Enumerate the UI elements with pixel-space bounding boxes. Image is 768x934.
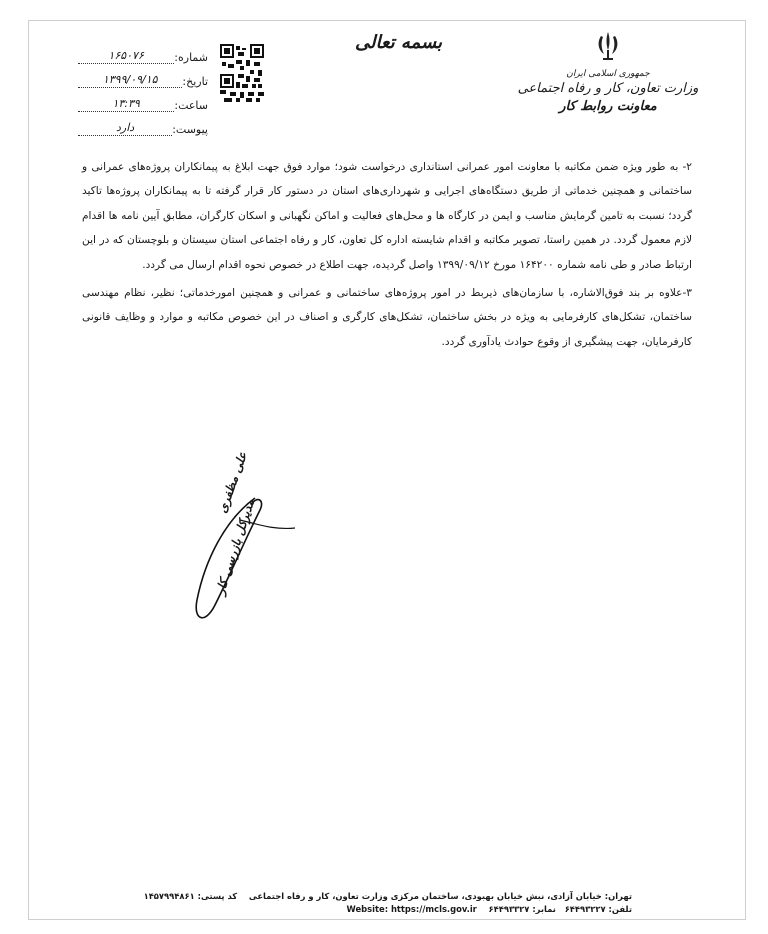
number-label: شماره: xyxy=(174,51,208,64)
website-link[interactable]: Website: https://mcls.gov.ir xyxy=(346,904,477,914)
paragraph-2: ۲- به طور ویژه ضمن مکاتبه با معاونت امور عمرانی استانداری درخواست شود؛ موارد فوق جهت ابلاغ به پیمانکاران پروژه‌های عمرانی و ساختمانی و همچنین خدماتی از طریق دستگاه‌های اجرایی و شهرداری‌های استان در دستور کار قرار گرفته تا به پیمانکاران پروژه‌ها تاکید گردد؛ نسبت به تامین گرمایش مناسب و ایمن در کارگاه ها و محل‌های فعالیت و اماکن نگهبانی و اسکان کارگران، مطابق آیین نامه ها اقدام لازم معمول گردد. در همین راستا، تصویر مکاتبه و اقدام شایسته اداره کل تعاون، کار و رفاه اجتماعی استان سیستان و بلوچستان که در این ارتباط صادر و طی نامه شماره ۱۶۴۲۰۰ مورخ ۱۳۹۹/۰۹/۱۲ واصل گردیده، جهت اطلاع در خصوص نحوه اقدام ارسال می گردد. xyxy=(82,161,692,271)
qr-code-icon xyxy=(220,44,264,102)
ministry-name: وزارت تعاون، کار و رفاه اجتماعی xyxy=(517,81,699,96)
signatory-name: علی مظفری xyxy=(215,450,250,515)
meta-attachment xyxy=(78,112,208,136)
date-label: تاریخ: xyxy=(182,75,208,88)
phone-label: تلفن: xyxy=(608,904,632,914)
paragraph-3: ۳-علاوه بر بند فوق‌الاشاره، با سازمان‌های ذیربط در امور پروژه‌های ساختمانی و عمرانی و همچنین امورخدماتی؛ نظیر، نظام مهندسی ساختمان، تشکل‌های کارفرمایی به ویژه در بخش ساختمان، تشکل‌های کارگری و اصناف در این خصوص مکاتبه و موارد و وظایف قانونی کارفرمایان، جهت پیشگیری از وقوع حوادث یادآوری گردد. xyxy=(82,287,692,348)
letter-meta xyxy=(78,40,208,136)
country-name: جمهوری اسلامی ایران xyxy=(566,69,650,79)
fax-label: نمابر: xyxy=(532,904,556,914)
footer-address-row xyxy=(128,890,632,903)
signatory-title: مدیرکل بازرسی کار xyxy=(213,497,258,597)
time-value: ۱۳:۳۹ xyxy=(78,97,174,112)
letter-footer xyxy=(128,890,632,916)
footer-address: تهران: خیابان آزادی، نبش خیابان بهبودی، ساختمان مرکزی وزارت تعاون، کار و رفاه اجتماعی xyxy=(248,891,632,901)
attachment-value: دارد xyxy=(78,121,172,136)
meta-time xyxy=(78,88,208,112)
meta-date xyxy=(78,64,208,88)
fax-value: ۶۴۴۹۳۳۲۷ xyxy=(488,904,530,914)
footer-contact-row xyxy=(128,903,632,916)
emblem-of-iran-icon xyxy=(595,30,621,62)
postal-code: ۱۴۵۷۹۹۴۸۶۱ xyxy=(143,891,195,901)
meta-number xyxy=(78,40,208,64)
number-value: ۱۶۵۰۷۶ xyxy=(78,49,174,64)
letter-body xyxy=(82,155,692,358)
department-name: معاونت روابط کار xyxy=(559,99,657,114)
basmala: بسمه تعالی xyxy=(355,32,443,53)
letterhead-organization xyxy=(508,30,708,116)
phone-value: ۶۴۴۹۳۲۲۷ xyxy=(564,904,606,914)
attachment-label: پیوست: xyxy=(172,123,208,136)
date-value: ۱۳۹۹/۰۹/۱۵ xyxy=(78,73,182,88)
postal-label: کد پستی: xyxy=(197,891,238,901)
time-label: ساعت: xyxy=(174,99,208,112)
signature-block xyxy=(185,450,315,630)
